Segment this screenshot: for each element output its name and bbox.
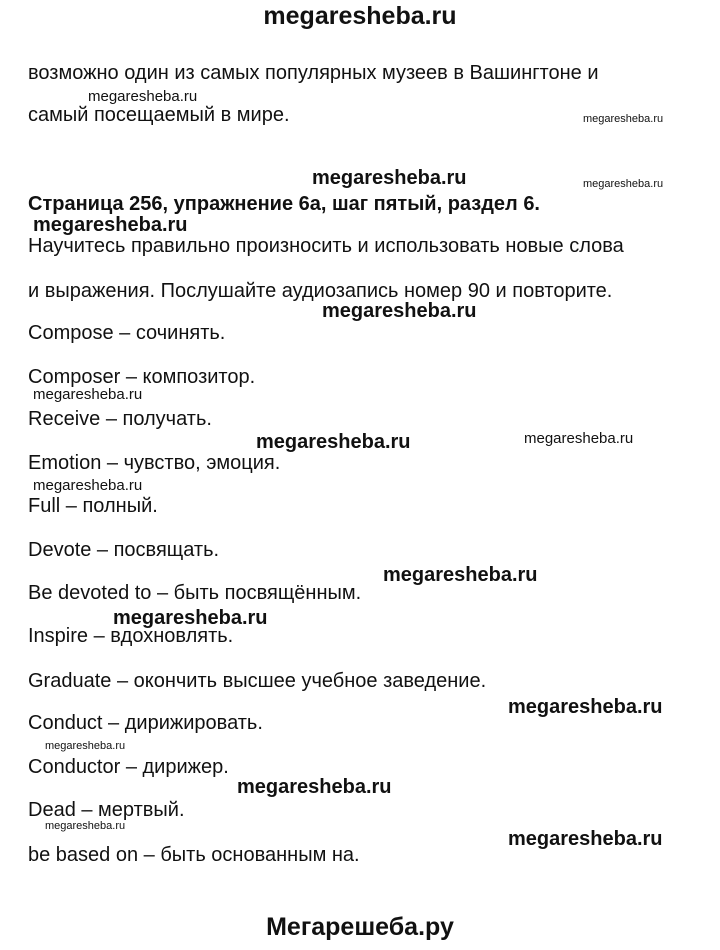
watermark: megaresheba.ru: [508, 696, 663, 718]
vocab-item: Graduate – окончить высшее учебное заведение.: [28, 670, 487, 692]
watermark: megaresheba.ru: [33, 386, 143, 403]
watermark: megaresheba.ru: [583, 113, 664, 125]
watermark: megaresheba.ru: [383, 564, 538, 586]
watermark: megaresheba.ru: [256, 431, 411, 453]
watermark: megaresheba.ru: [45, 820, 126, 832]
watermark: megaresheba.ru: [583, 178, 664, 190]
vocab-item: Full – полный.: [28, 495, 158, 517]
section-heading: Страница 256, упражнение 6a, шаг пятый, раздел 6.: [28, 193, 540, 215]
watermark: megaresheba.ru: [237, 776, 392, 798]
page-header: megaresheba.ru: [263, 2, 457, 30]
vocab-item: be based on – быть основанным на.: [28, 844, 360, 866]
vocab-item: Inspire – вдохновлять.: [28, 625, 234, 647]
watermark: megaresheba.ru: [312, 167, 467, 189]
vocab-item: Conduct – дирижировать.: [28, 712, 263, 734]
watermark: megaresheba.ru: [33, 214, 188, 236]
watermark: megaresheba.ru: [508, 828, 663, 850]
vocab-item: Dead – мертвый.: [28, 799, 185, 821]
vocab-item: Conductor – дирижер.: [28, 756, 229, 778]
watermark: megaresheba.ru: [113, 607, 268, 629]
instruction-line-1: Научитесь правильно произносить и использовать новые слова: [28, 235, 624, 257]
vocab-item: Receive – получать.: [28, 408, 212, 430]
intro-line-2: самый посещаемый в мире.: [28, 104, 290, 126]
watermark: megaresheba.ru: [524, 430, 634, 447]
vocab-item: Devote – посвящать.: [28, 539, 220, 561]
watermark: megaresheba.ru: [322, 300, 477, 322]
intro-line-1: возможно один из самых популярных музеев в Вашингтоне и: [28, 62, 599, 84]
watermark: megaresheba.ru: [45, 740, 126, 752]
vocab-item: Composer – композитор.: [28, 366, 256, 388]
vocab-item: Emotion – чувство, эмоция.: [28, 452, 281, 474]
watermark: megaresheba.ru: [88, 88, 198, 105]
instruction-line-2: и выражения. Послушайте аудиозапись номер 90 и повторите.: [28, 280, 613, 302]
vocab-item: Compose – сочинять.: [28, 322, 226, 344]
page-footer: Мегарешеба.ру: [266, 913, 454, 941]
watermark: megaresheba.ru: [33, 477, 143, 494]
vocab-item: Be devoted to – быть посвящённым.: [28, 582, 362, 604]
